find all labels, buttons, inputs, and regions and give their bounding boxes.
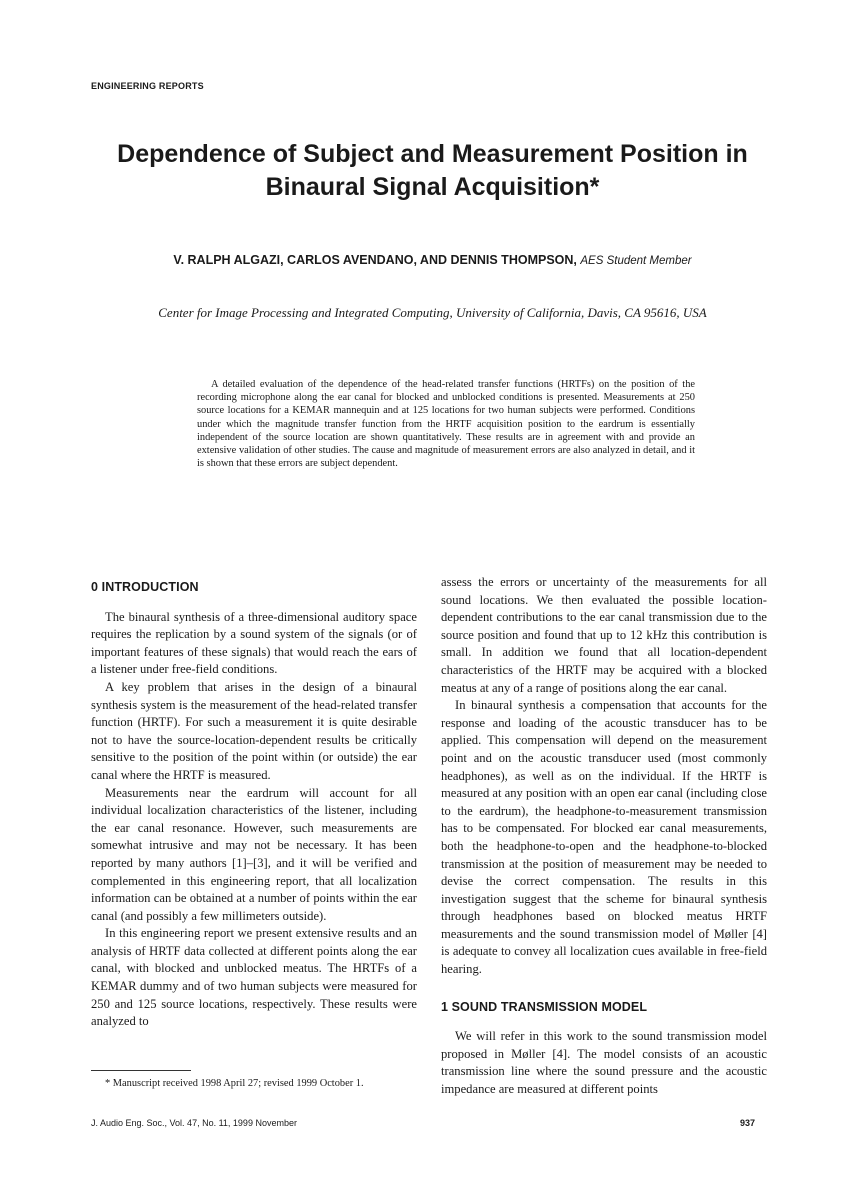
paper-title (60, 138, 805, 204)
running-head: ENGINEERING REPORTS (91, 81, 204, 91)
author-line (60, 253, 805, 267)
title-line-2: Binaural Signal Acquisition* (265, 173, 600, 201)
title-line-1: Dependence of Subject and Measurement Position in (117, 140, 748, 168)
intro-paragraph: In this engineering report we present extensive results and an analysis of HRTF data collected at different points along the ear canal, with blocked and unblocked meatus. The HRTFs of a KEMAR dummy and of two human subjects were measured for 250 and 125 source locations, respectively. These results were analyzed to (91, 926, 417, 1029)
footnote-rule (91, 1070, 191, 1071)
author-membership: AES Student Member (580, 255, 692, 267)
section-heading-introduction: 0 INTRODUCTION (91, 580, 199, 594)
author-names: V. RALPH ALGAZI, CARLOS AVENDANO, AND DENNIS THOMPSON, (173, 253, 577, 267)
section-heading-sound-transmission-model: 1 SOUND TRANSMISSION MODEL (441, 999, 648, 1014)
intro-paragraph: In binaural synthesis a compensation that accounts for the response and loading of the acoustic transducer has to be applied. This compensation will depend on the measurement point and on the acoustic transducer used (most commonly headphones), as well as on the individual. If the HRTF is measured at any position with an open ear canal (including close to the eardrum), the headphone-to-measurement transmission has to be compensated. For blocked ear canal measurements, both the headphone-to-open and the headphone-to-blocked transmission at the position of measurement may be needed to devise the correct compensation. The results in this investigation suggest that the scheme for binaural synthesis through headphones based on blocked meatus HRTF measurements and the sound transmission model of Møller [4] is adequate to convey all localization cues available in free-field hearing. (441, 698, 767, 977)
intro-paragraph-continued: assess the errors or uncertainty of the measurements for all sound locations. We then evaluated the possible location-dependent contributions to the ear canal transmission due to the source position and found that up to 12 kHz this contribution is small. In addition we found that all location-dependent characteristics of the HRTF may be acquired with a blocked meatus at any of a range of positions along the ear canal. (441, 575, 767, 695)
intro-paragraph: A key problem that arises in the design of a binaural synthesis system is the measurement of the head-related transfer function (HRTF). For such a measurement it is quite desirable not to have the source-location-dependent results be critically sensitive to the position of the point within (or outside) the ear canal where the HRTF is measured. (91, 679, 417, 782)
abstract-text: A detailed evaluation of the dependence of the head-related transfer functions (HRTFs) on the position of the recording microphone along the ear canal for blocked and unblocked conditions is presented. Measurements at 250 source locations for a KEMAR mannequin and at 125 locations for two human subjects were performed. Conditions under which the magnitude transfer function from the HRTF acquisition position to the eardrum is essentially independent of the source location are shown quantitatively. These results are in agreement with and provide an extensive validation of other studies. The cause and magnitude of measurement errors are also analyzed in detail, and it is shown that these errors are subject dependent. (197, 379, 695, 470)
model-paragraph: We will refer in this work to the sound transmission model proposed in Møller [4]. The model consists of an acoustic transmission line where the sound pressure and the acoustic impedance are measured at different points (441, 1029, 767, 1097)
affiliation: Center for Image Processing and Integrated Computing, University of California, Davis, CA 95616, USA (158, 305, 707, 320)
abstract (197, 378, 695, 470)
journal-citation: J. Audio Eng. Soc., Vol. 47, No. 11, 1999 November (91, 1118, 297, 1128)
page-number: 937 (740, 1118, 756, 1128)
intro-paragraph: The binaural synthesis of a three-dimensional auditory space requires the replication by a sound system of the signals (or of important features of these signals) that would reach the ears of a listener under free-field conditions. (91, 609, 417, 677)
intro-paragraph: Measurements near the eardrum will account for all individual localization characteristics of the listener, including the ear canal resonance. However, such measurements are somewhat intrusive and may not be necessary. It has been reported by many authors [1]–[3], and it will be verified and complemented in this engineering report, that all localization information can be obtained at a number of points within the ear canal (and possibly a few millimeters outside). (91, 785, 417, 923)
footnote: * Manuscript received 1998 April 27; revised 1999 October 1. (105, 1078, 364, 1089)
right-column (441, 574, 767, 1099)
left-column (91, 574, 417, 1031)
